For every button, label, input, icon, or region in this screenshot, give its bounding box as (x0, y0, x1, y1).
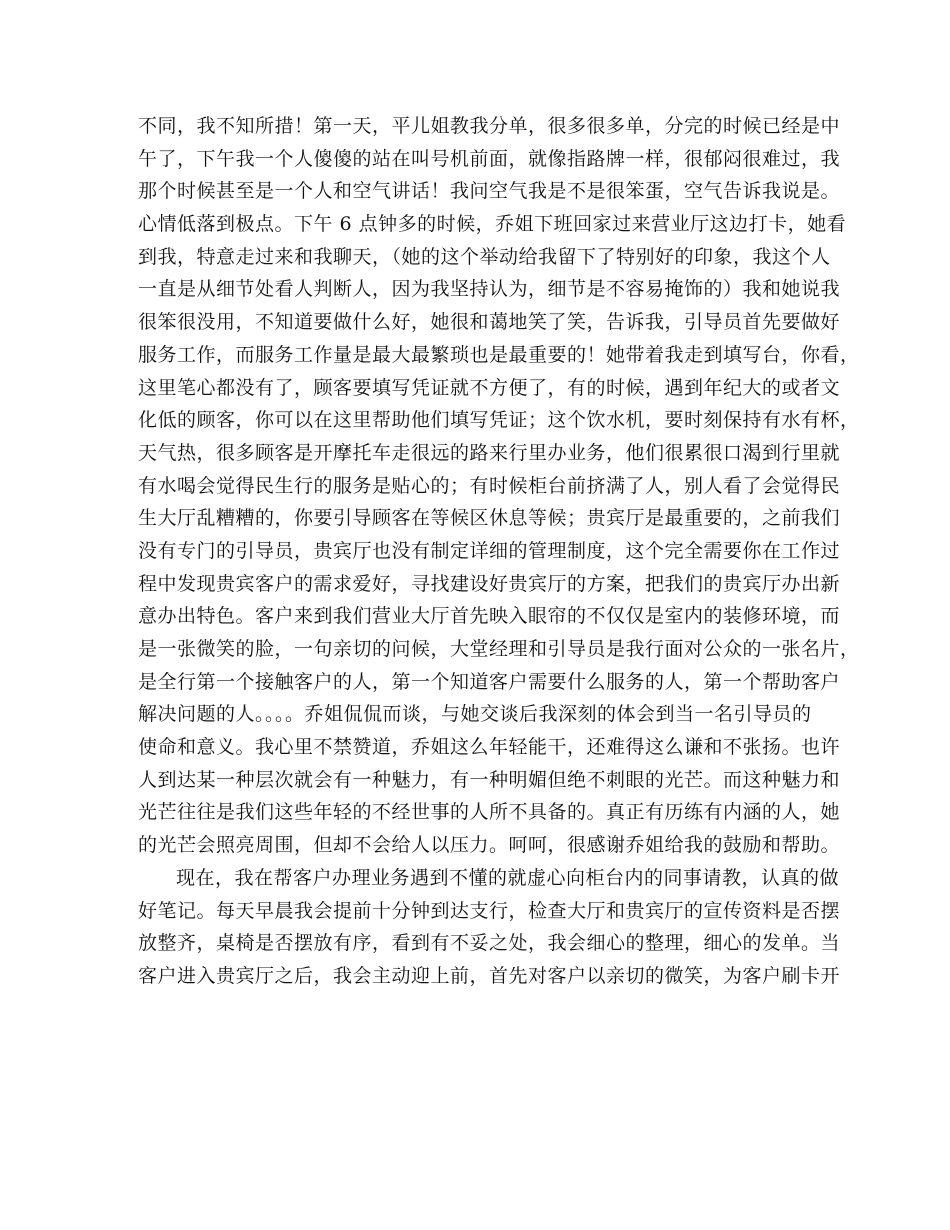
paragraph-line: 意办出特色。客户来到我们营业大厅首先映入眼帘的不仅仅是室内的装修环境，而 (138, 605, 841, 628)
paragraph-line: 放整齐，桌椅是否摆放有序，看到有不妥之处，我会细心的整理，细心的发单。当 (138, 932, 841, 955)
paragraph-line: 没有专门的引导员，贵宾厅也没有制定详细的管理制度，这个完全需要你在工作过 (138, 539, 841, 562)
paragraph-line: 好笔记。每天早晨我会提前十分钟到达支行，检查大厅和贵宾厅的宣传资料是否摆 (138, 899, 841, 922)
paragraph-line: 解决问题的人。。。。乔姐侃侃而谈，与她交谈后我深刻的体会到当一名引导员的 (138, 703, 812, 726)
paragraph-line: 人到达某一种层次就会有一种魅力，有一种明媚但绝不刺眼的光芒。而这种魅力和 (138, 768, 841, 791)
paragraph-line: 现在，我在帮客户办理业务遇到不懂的就虚心向柜台内的同事请教，认真的做 (176, 866, 840, 889)
paragraph-line: 心情低落到极点。下午 6 点钟多的时候，乔姐下班回家过来营业厅这边打卡，她看 (138, 213, 847, 236)
paragraph-line: 这里笔心都没有了，顾客要填写凭证就不方便了，有的时候，遇到年纪大的或者文 (138, 376, 841, 399)
paragraph-line: 的光芒会照亮周围，但却不会给人以压力。呵呵，很感谢乔姐给我的鼓励和帮助。 (138, 834, 841, 857)
paragraph-line: 使命和意义。我心里不禁赞道，乔姐这么年轻能干，还难得这么谦和不张扬。也许 (138, 736, 841, 759)
paragraph-line: 午了，下午我一个人傻傻的站在叫号机前面，就像指路牌一样，很郁闷很难过，我 (138, 147, 841, 170)
paragraph-line: 光芒往往是我们这些年轻的不经世事的人所不具备的。真正有历练有内涵的人，她 (138, 801, 841, 824)
paragraph-line: 化低的顾客，你可以在这里帮助他们填写凭证；这个饮水机，要时刻保持有水有杯， (138, 409, 860, 432)
paragraph-line: 服务工作，而服务工作量是最大最繁琐也是最重要的！她带着我走到填写台，你看， (138, 343, 860, 366)
paragraph-line: 程中发现贵宾客户的需求爱好，寻找建设好贵宾厅的方案，把我们的贵宾厅办出新 (138, 572, 841, 595)
paragraph-line: 不同，我不知所措！第一天，平儿姐教我分单，很多很多单，分完的时候已经是中 (138, 115, 841, 137)
paragraph-line: 很笨很没用，不知道要做什么好，她很和蔼地笑了笑，告诉我，引导员首先要做好 (138, 311, 841, 334)
paragraph-line: 那个时候甚至是一个人和空气讲话！我问空气我是不是很笨蛋，空气告诉我说是。 (138, 180, 841, 203)
paragraph-line: 有水喝会觉得民生行的服务是贴心的；有时候柜台前挤满了人，别人看了会觉得民 (138, 474, 841, 497)
paragraph-line: 到我，特意走过来和我聊天，（她的这个举动给我留下了特别好的印象，我这个人 (138, 245, 831, 268)
paragraph-line: 天气热，很多顾客是开摩托车走很远的路来行里办业务，他们很累很口渴到行里就 (138, 441, 841, 464)
paragraph-line: 客户进入贵宾厅之后，我会主动迎上前，首先对客户以亲切的微笑，为客户刷卡开 (138, 964, 841, 987)
paragraph-line: 是全行第一个接触客户的人，第一个知道客户需要什么服务的人，第一个帮助客户 (138, 670, 841, 693)
paragraph-line: 生大厅乱糟糟的，你要引导顾客在等候区休息等候；贵宾厅是最重要的，之前我们 (138, 507, 841, 530)
document-body (138, 110, 860, 993)
paragraph-line: 一直是从细节处看人判断人，因为我坚持认为，细节是不容易掩饰的）我和她说我 (138, 278, 841, 301)
paragraph-line: 是一张微笑的脸，一句亲切的问候，大堂经理和引导员是我行面对公众的一张名片， (138, 638, 860, 660)
